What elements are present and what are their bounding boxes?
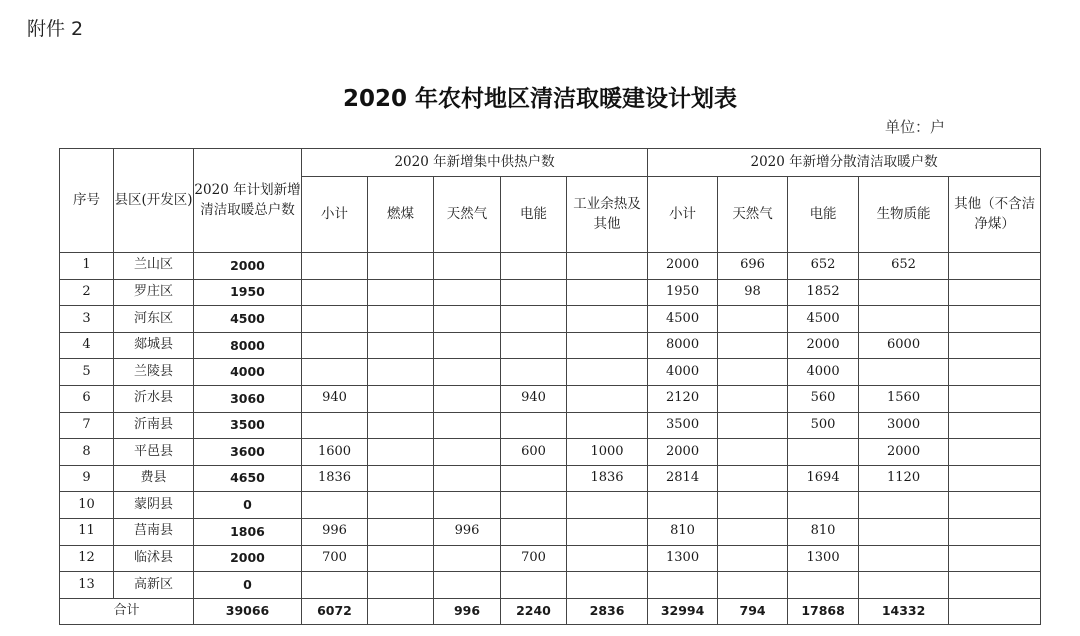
cell-dispersed-gas bbox=[718, 439, 788, 466]
cell-dispersed-electric: 2000 bbox=[788, 332, 859, 359]
cell-total: 3600 bbox=[194, 439, 302, 466]
totals-central-coal bbox=[368, 598, 434, 624]
cell-seq: 13 bbox=[60, 572, 114, 599]
table-row bbox=[60, 465, 1041, 492]
table-row bbox=[60, 306, 1041, 333]
cell-dispersed-subtotal: 3500 bbox=[648, 412, 718, 439]
cell-county: 临沭县 bbox=[114, 545, 194, 572]
cell-central-coal bbox=[368, 359, 434, 386]
cell-county: 蒙阴县 bbox=[114, 492, 194, 519]
cell-dispersed-electric: 1300 bbox=[788, 545, 859, 572]
cell-seq: 6 bbox=[60, 385, 114, 412]
cell-central-coal bbox=[368, 545, 434, 572]
cell-dispersed-other bbox=[949, 465, 1041, 492]
heating-plan-table bbox=[59, 148, 1041, 625]
cell-central-electric bbox=[501, 279, 567, 306]
cell-dispersed-subtotal: 1300 bbox=[648, 545, 718, 572]
cell-seq: 10 bbox=[60, 492, 114, 519]
header-dispersed-electric: 电能 bbox=[788, 177, 859, 253]
cell-central-coal bbox=[368, 412, 434, 439]
totals-dispersed-electric: 17868 bbox=[788, 598, 859, 624]
cell-dispersed-other bbox=[949, 545, 1041, 572]
cell-central-coal bbox=[368, 492, 434, 519]
cell-central-subtotal bbox=[302, 492, 368, 519]
cell-seq: 5 bbox=[60, 359, 114, 386]
header-total: 2020 年计划新增清洁取暖总户数 bbox=[194, 149, 302, 253]
cell-central-electric bbox=[501, 253, 567, 280]
cell-dispersed-gas bbox=[718, 412, 788, 439]
cell-county: 罗庄区 bbox=[114, 279, 194, 306]
cell-dispersed-biomass: 1120 bbox=[859, 465, 949, 492]
cell-dispersed-gas: 696 bbox=[718, 253, 788, 280]
table-row bbox=[60, 279, 1041, 306]
cell-dispersed-gas bbox=[718, 518, 788, 545]
cell-county: 费县 bbox=[114, 465, 194, 492]
cell-dispersed-other bbox=[949, 492, 1041, 519]
cell-dispersed-other bbox=[949, 359, 1041, 386]
cell-dispersed-gas bbox=[718, 572, 788, 599]
cell-central-gas bbox=[434, 572, 501, 599]
cell-central-industrial bbox=[567, 572, 648, 599]
cell-central-electric bbox=[501, 465, 567, 492]
cell-total: 4500 bbox=[194, 306, 302, 333]
cell-dispersed-gas: 98 bbox=[718, 279, 788, 306]
table-row bbox=[60, 385, 1041, 412]
cell-dispersed-subtotal: 4500 bbox=[648, 306, 718, 333]
totals-central-gas: 996 bbox=[434, 598, 501, 624]
totals-row bbox=[60, 598, 1041, 624]
cell-seq: 9 bbox=[60, 465, 114, 492]
cell-dispersed-subtotal: 2000 bbox=[648, 253, 718, 280]
cell-central-industrial bbox=[567, 306, 648, 333]
cell-dispersed-electric: 560 bbox=[788, 385, 859, 412]
header-central-group: 2020 年新增集中供热户数 bbox=[302, 149, 648, 177]
table-row bbox=[60, 492, 1041, 519]
cell-dispersed-biomass bbox=[859, 518, 949, 545]
page-title: 2020 年农村地区清洁取暖建设计划表 bbox=[342, 86, 738, 112]
cell-dispersed-other bbox=[949, 439, 1041, 466]
cell-dispersed-subtotal: 2120 bbox=[648, 385, 718, 412]
cell-central-gas bbox=[434, 359, 501, 386]
cell-dispersed-electric: 4500 bbox=[788, 306, 859, 333]
cell-dispersed-electric: 1694 bbox=[788, 465, 859, 492]
cell-dispersed-biomass bbox=[859, 359, 949, 386]
cell-central-industrial bbox=[567, 359, 648, 386]
table-row bbox=[60, 439, 1041, 466]
cell-central-coal bbox=[368, 465, 434, 492]
cell-dispersed-gas bbox=[718, 332, 788, 359]
cell-dispersed-gas bbox=[718, 359, 788, 386]
cell-total: 3500 bbox=[194, 412, 302, 439]
cell-dispersed-subtotal bbox=[648, 572, 718, 599]
totals-central-electric: 2240 bbox=[501, 598, 567, 624]
cell-central-coal bbox=[368, 439, 434, 466]
cell-central-gas bbox=[434, 279, 501, 306]
cell-seq: 1 bbox=[60, 253, 114, 280]
cell-dispersed-gas bbox=[718, 465, 788, 492]
cell-county: 平邑县 bbox=[114, 439, 194, 466]
table-row bbox=[60, 253, 1041, 280]
cell-dispersed-electric: 1852 bbox=[788, 279, 859, 306]
cell-central-gas bbox=[434, 253, 501, 280]
cell-central-coal bbox=[368, 385, 434, 412]
cell-county: 莒南县 bbox=[114, 518, 194, 545]
cell-central-gas bbox=[434, 412, 501, 439]
cell-central-electric: 700 bbox=[501, 545, 567, 572]
table-row bbox=[60, 518, 1041, 545]
cell-central-subtotal: 1600 bbox=[302, 439, 368, 466]
cell-county: 沂水县 bbox=[114, 385, 194, 412]
cell-total: 2000 bbox=[194, 545, 302, 572]
cell-central-gas bbox=[434, 306, 501, 333]
cell-dispersed-subtotal: 2814 bbox=[648, 465, 718, 492]
cell-dispersed-subtotal bbox=[648, 492, 718, 519]
cell-central-gas bbox=[434, 492, 501, 519]
cell-dispersed-other bbox=[949, 279, 1041, 306]
cell-dispersed-gas bbox=[718, 385, 788, 412]
cell-central-subtotal bbox=[302, 412, 368, 439]
cell-dispersed-biomass bbox=[859, 306, 949, 333]
cell-central-electric bbox=[501, 306, 567, 333]
cell-central-subtotal bbox=[302, 253, 368, 280]
header-central-subtotal: 小计 bbox=[302, 177, 368, 253]
cell-dispersed-subtotal: 1950 bbox=[648, 279, 718, 306]
header-central-electric: 电能 bbox=[501, 177, 567, 253]
header-dispersed-gas: 天然气 bbox=[718, 177, 788, 253]
cell-total: 4650 bbox=[194, 465, 302, 492]
cell-total: 4000 bbox=[194, 359, 302, 386]
cell-seq: 12 bbox=[60, 545, 114, 572]
cell-seq: 4 bbox=[60, 332, 114, 359]
cell-central-electric bbox=[501, 359, 567, 386]
totals-total: 39066 bbox=[194, 598, 302, 624]
header-dispersed-other: 其他（不含洁净煤） bbox=[949, 177, 1041, 253]
cell-seq: 11 bbox=[60, 518, 114, 545]
cell-dispersed-subtotal: 4000 bbox=[648, 359, 718, 386]
cell-central-electric: 940 bbox=[501, 385, 567, 412]
cell-central-gas bbox=[434, 465, 501, 492]
cell-dispersed-gas bbox=[718, 545, 788, 572]
cell-central-industrial: 1836 bbox=[567, 465, 648, 492]
cell-central-subtotal bbox=[302, 572, 368, 599]
cell-central-industrial bbox=[567, 385, 648, 412]
cell-dispersed-biomass bbox=[859, 545, 949, 572]
cell-dispersed-electric bbox=[788, 492, 859, 519]
cell-dispersed-biomass: 652 bbox=[859, 253, 949, 280]
table-body bbox=[60, 253, 1041, 599]
cell-dispersed-biomass: 6000 bbox=[859, 332, 949, 359]
table-row bbox=[60, 545, 1041, 572]
cell-dispersed-gas bbox=[718, 492, 788, 519]
cell-central-gas bbox=[434, 439, 501, 466]
cell-seq: 8 bbox=[60, 439, 114, 466]
cell-total: 8000 bbox=[194, 332, 302, 359]
cell-dispersed-biomass: 2000 bbox=[859, 439, 949, 466]
cell-central-electric bbox=[501, 572, 567, 599]
cell-central-coal bbox=[368, 253, 434, 280]
cell-dispersed-other bbox=[949, 412, 1041, 439]
cell-central-subtotal: 996 bbox=[302, 518, 368, 545]
cell-county: 高新区 bbox=[114, 572, 194, 599]
cell-central-industrial: 1000 bbox=[567, 439, 648, 466]
cell-seq: 7 bbox=[60, 412, 114, 439]
cell-central-subtotal bbox=[302, 332, 368, 359]
cell-central-electric bbox=[501, 492, 567, 519]
cell-dispersed-other bbox=[949, 385, 1041, 412]
totals-dispersed-biomass: 14332 bbox=[859, 598, 949, 624]
cell-dispersed-electric bbox=[788, 572, 859, 599]
cell-central-subtotal: 940 bbox=[302, 385, 368, 412]
cell-central-coal bbox=[368, 518, 434, 545]
unit-label: 单位：户 bbox=[884, 118, 945, 136]
cell-dispersed-subtotal: 8000 bbox=[648, 332, 718, 359]
totals-dispersed-other bbox=[949, 598, 1041, 624]
cell-dispersed-electric bbox=[788, 439, 859, 466]
header-central-industrial: 工业余热及其他 bbox=[567, 177, 648, 253]
totals-central-industrial: 2836 bbox=[567, 598, 648, 624]
cell-dispersed-other bbox=[949, 518, 1041, 545]
cell-central-subtotal bbox=[302, 306, 368, 333]
table-header bbox=[60, 149, 1041, 253]
cell-central-gas bbox=[434, 332, 501, 359]
cell-total: 0 bbox=[194, 492, 302, 519]
header-central-coal: 燃煤 bbox=[368, 177, 434, 253]
cell-county: 郯城县 bbox=[114, 332, 194, 359]
totals-dispersed-gas: 794 bbox=[718, 598, 788, 624]
cell-dispersed-gas bbox=[718, 306, 788, 333]
cell-county: 沂南县 bbox=[114, 412, 194, 439]
cell-central-industrial bbox=[567, 279, 648, 306]
cell-dispersed-electric: 810 bbox=[788, 518, 859, 545]
cell-county: 河东区 bbox=[114, 306, 194, 333]
cell-central-gas bbox=[434, 385, 501, 412]
cell-central-subtotal: 700 bbox=[302, 545, 368, 572]
cell-total: 1806 bbox=[194, 518, 302, 545]
header-dispersed-subtotal: 小计 bbox=[648, 177, 718, 253]
cell-dispersed-other bbox=[949, 306, 1041, 333]
cell-central-electric bbox=[501, 332, 567, 359]
cell-seq: 3 bbox=[60, 306, 114, 333]
cell-dispersed-electric: 500 bbox=[788, 412, 859, 439]
cell-dispersed-subtotal: 2000 bbox=[648, 439, 718, 466]
cell-total: 3060 bbox=[194, 385, 302, 412]
cell-central-subtotal bbox=[302, 279, 368, 306]
table-footer bbox=[60, 598, 1041, 624]
cell-central-coal bbox=[368, 572, 434, 599]
cell-dispersed-other bbox=[949, 332, 1041, 359]
cell-central-subtotal bbox=[302, 359, 368, 386]
cell-central-subtotal: 1836 bbox=[302, 465, 368, 492]
cell-central-industrial bbox=[567, 545, 648, 572]
cell-county: 兰陵县 bbox=[114, 359, 194, 386]
cell-dispersed-other bbox=[949, 253, 1041, 280]
header-central-gas: 天然气 bbox=[434, 177, 501, 253]
totals-central-subtotal: 6072 bbox=[302, 598, 368, 624]
cell-central-industrial bbox=[567, 332, 648, 359]
cell-dispersed-biomass: 1560 bbox=[859, 385, 949, 412]
cell-central-electric bbox=[501, 412, 567, 439]
cell-central-coal bbox=[368, 279, 434, 306]
cell-county: 兰山区 bbox=[114, 253, 194, 280]
cell-total: 0 bbox=[194, 572, 302, 599]
cell-central-coal bbox=[368, 306, 434, 333]
header-dispersed-group: 2020 年新增分散清洁取暖户数 bbox=[648, 149, 1041, 177]
cell-dispersed-other bbox=[949, 572, 1041, 599]
cell-central-coal bbox=[368, 332, 434, 359]
cell-dispersed-subtotal: 810 bbox=[648, 518, 718, 545]
cell-central-electric: 600 bbox=[501, 439, 567, 466]
cell-dispersed-biomass bbox=[859, 279, 949, 306]
header-seq: 序号 bbox=[60, 149, 114, 253]
table-row bbox=[60, 332, 1041, 359]
header-county: 县区(开发区) bbox=[114, 149, 194, 253]
attachment-label: 附件 2 bbox=[27, 18, 84, 40]
table-row bbox=[60, 572, 1041, 599]
cell-total: 2000 bbox=[194, 253, 302, 280]
cell-dispersed-biomass bbox=[859, 492, 949, 519]
table-row bbox=[60, 359, 1041, 386]
table-row bbox=[60, 412, 1041, 439]
totals-dispersed-subtotal: 32994 bbox=[648, 598, 718, 624]
cell-central-gas: 996 bbox=[434, 518, 501, 545]
cell-central-electric bbox=[501, 518, 567, 545]
cell-dispersed-electric: 4000 bbox=[788, 359, 859, 386]
cell-dispersed-biomass: 3000 bbox=[859, 412, 949, 439]
cell-dispersed-biomass bbox=[859, 572, 949, 599]
cell-central-industrial bbox=[567, 492, 648, 519]
cell-total: 1950 bbox=[194, 279, 302, 306]
cell-central-industrial bbox=[567, 412, 648, 439]
totals-label: 合计 bbox=[60, 598, 194, 624]
cell-dispersed-electric: 652 bbox=[788, 253, 859, 280]
cell-seq: 2 bbox=[60, 279, 114, 306]
header-dispersed-biomass: 生物质能 bbox=[859, 177, 949, 253]
cell-central-industrial bbox=[567, 253, 648, 280]
cell-central-gas bbox=[434, 545, 501, 572]
cell-central-industrial bbox=[567, 518, 648, 545]
